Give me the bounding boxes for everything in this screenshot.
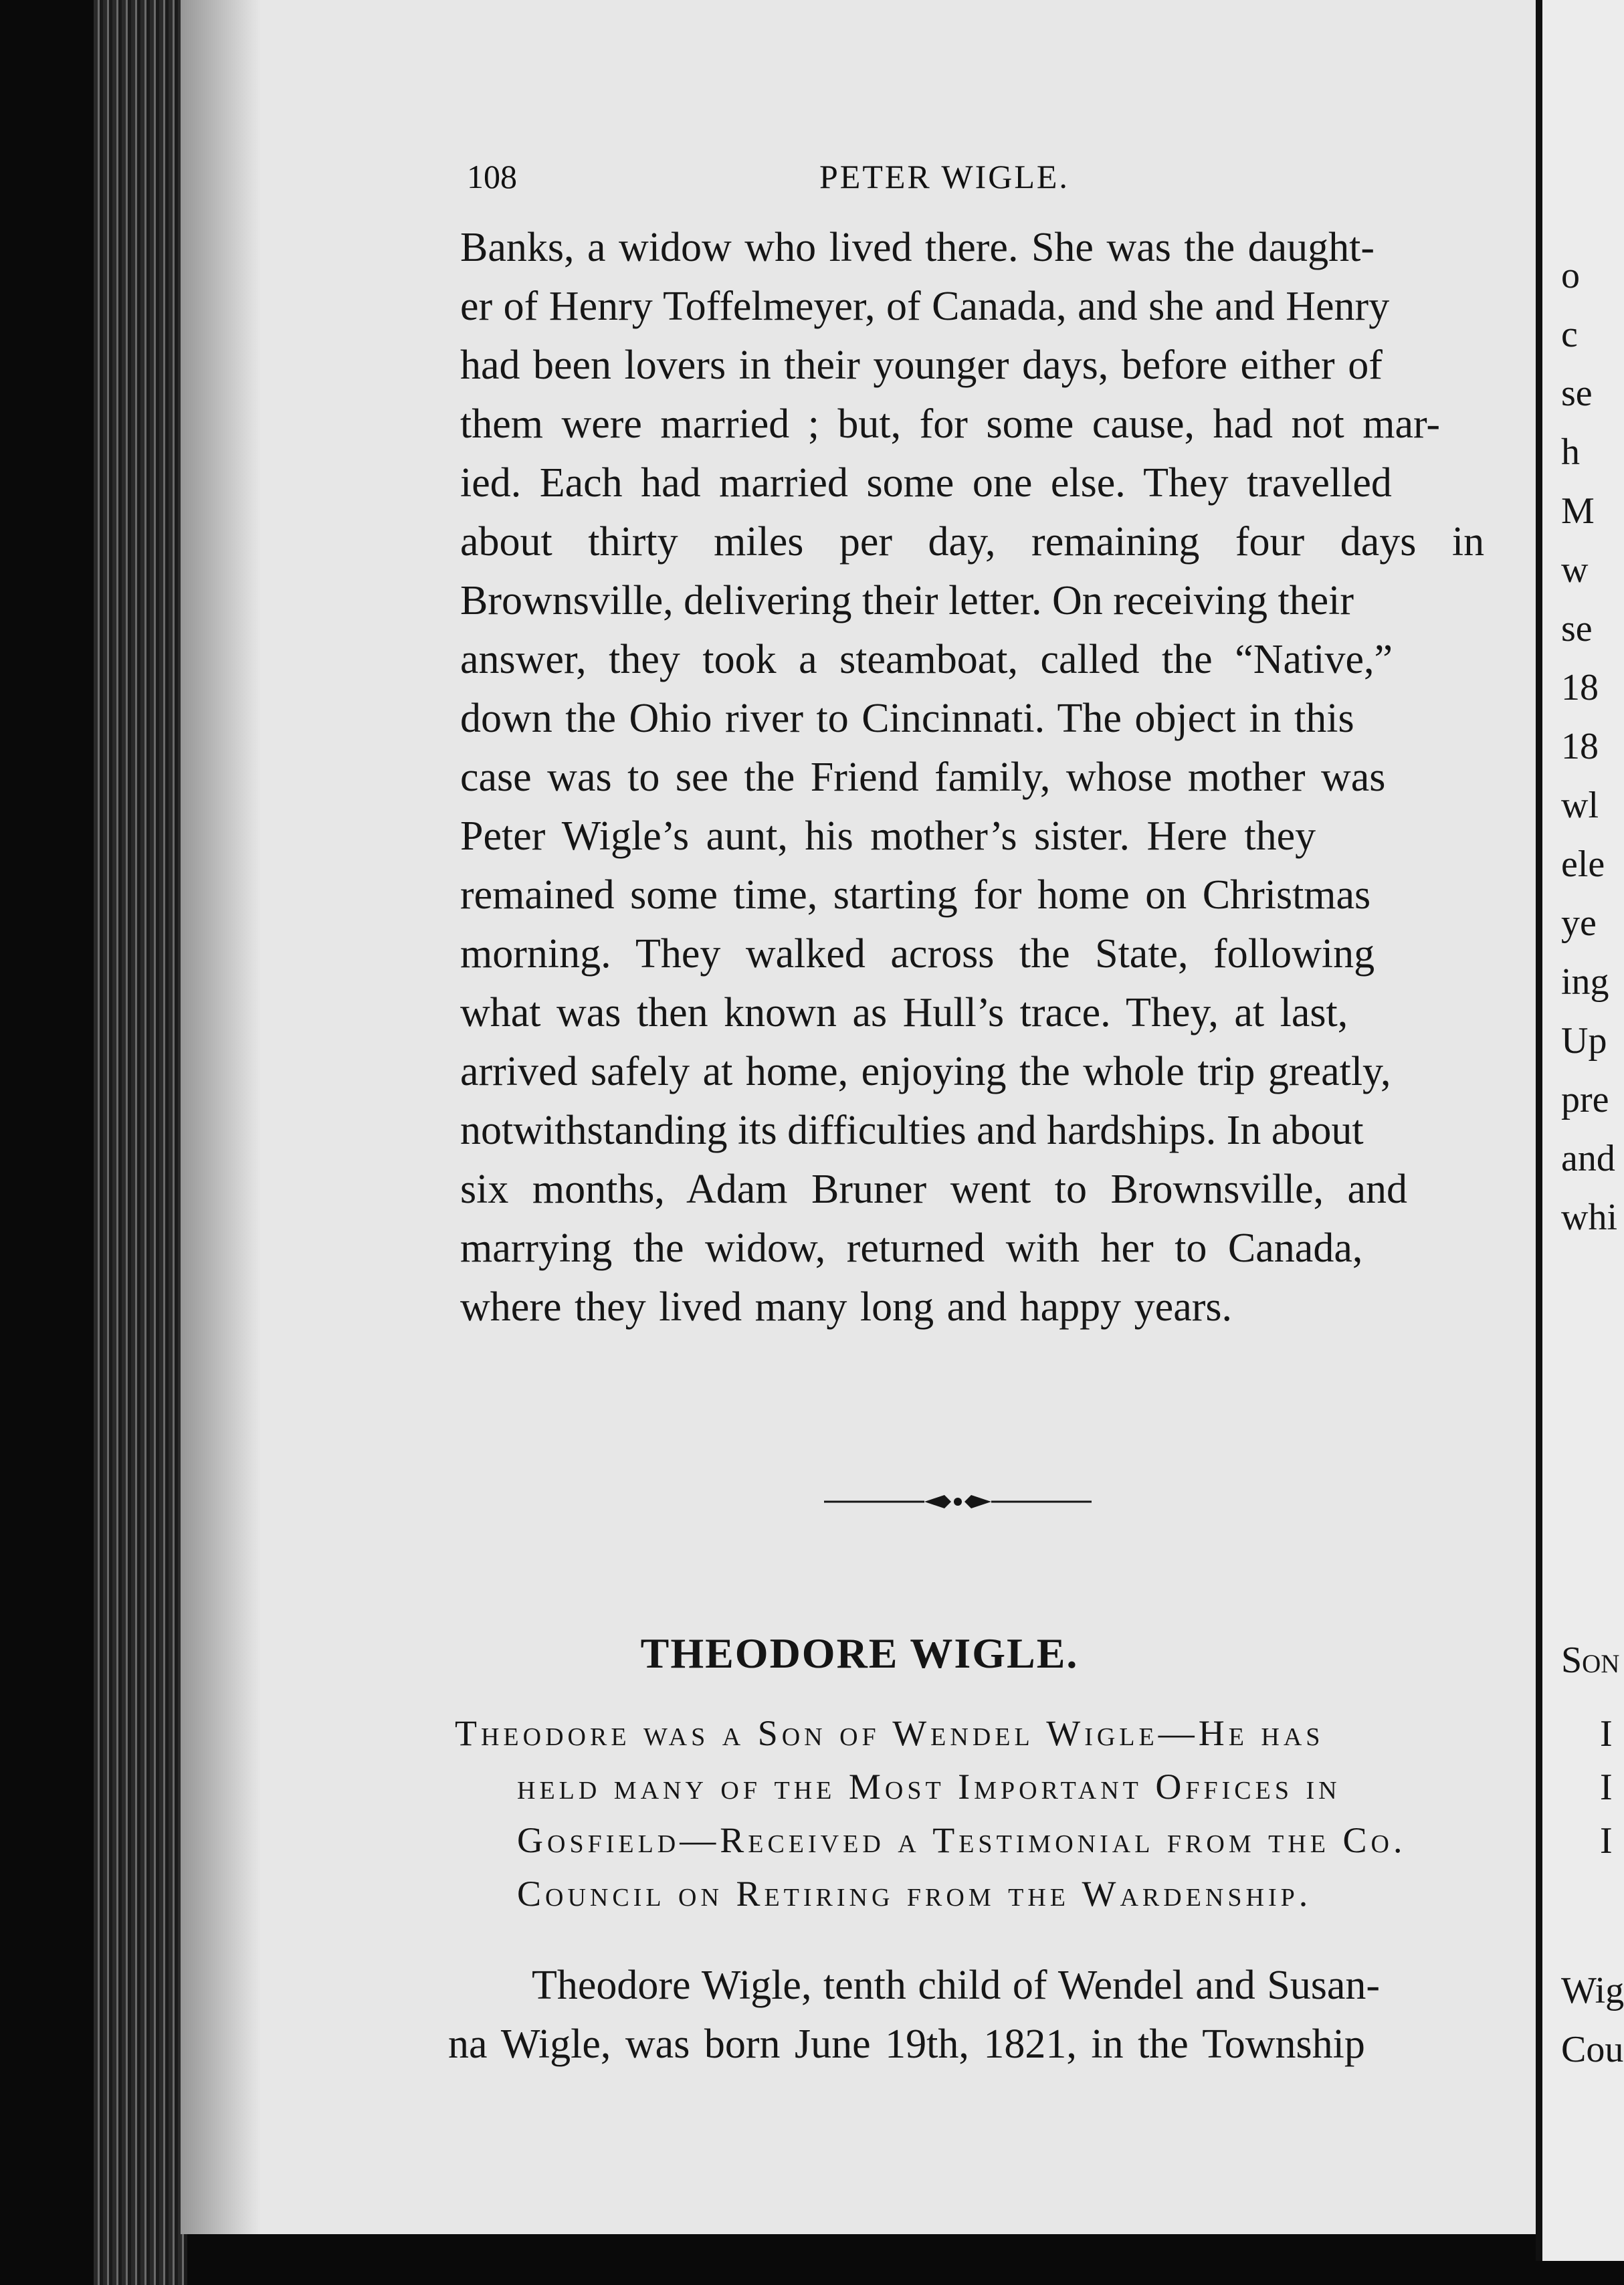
right-page-fragment: se [1561, 608, 1593, 650]
right-page-fragment: c [1561, 314, 1578, 355]
right-page-fragment: whi [1561, 1197, 1617, 1238]
body-line: answer, they took a steamboat, called the “Native,” [460, 637, 1393, 682]
body-line: er of Henry Toffelmeyer, of Canada, and she and Henry [460, 284, 1390, 329]
right-page-fragment: I [1600, 1713, 1613, 1755]
gutter-shadow [181, 0, 261, 2234]
right-page-fragment: M [1561, 490, 1595, 532]
body-line: where they lived many long and happy years. [460, 1284, 1232, 1330]
right-page-fragment: Cou [1561, 2029, 1624, 2070]
page-edge-stack [94, 0, 187, 2285]
body-line: Peter Wigle’s aunt, his mother’s sister. Here they [460, 813, 1316, 859]
right-page-fragment: I [1600, 1820, 1613, 1862]
summary-line: held many of the Most Important Offices in [517, 1767, 1341, 1807]
body-line: morning. They walked across the State, following [460, 931, 1375, 977]
running-title: PETER WIGLE. [819, 158, 1070, 195]
body-line: arrived safely at home, enjoying the whole trip greatly, [460, 1049, 1391, 1094]
body-line: them were married ; but, for some cause, had not mar- [460, 401, 1441, 447]
body-line: down the Ohio river to Cincinnati. The object in this [460, 696, 1354, 741]
body-line: Banks, a widow who lived there. She was the daught- [460, 225, 1375, 270]
opening-line: Theodore Wigle, tenth child of Wendel and Susan- [532, 1963, 1381, 2008]
right-page-fragment: 18 [1561, 667, 1599, 708]
right-page-fragment: and [1561, 1138, 1615, 1179]
page-number: 108 [467, 158, 517, 195]
right-page-fragment: 18 [1561, 726, 1599, 767]
body-line: what was then known as Hull’s trace. They, at last, [460, 990, 1348, 1035]
right-page-fragment: ele [1561, 843, 1605, 885]
summary-line: Theodore was a Son of Wendel Wigle—He has [455, 1713, 1324, 1753]
right-page-fragment: se [1561, 373, 1593, 414]
body-line: about thirty miles per day, remaining four days in [460, 519, 1485, 565]
opening-line: na Wigle, was born June 19th, 1821, in the Township [448, 2021, 1365, 2067]
book-page-right-fragment [1536, 0, 1624, 2261]
right-page-fragment: wl [1561, 785, 1599, 826]
chapter-title: THEODORE WIGLE. [640, 1629, 1079, 1677]
body-line: Brownsville, delivering their letter. On receiving their [460, 578, 1354, 623]
right-page-fragment: I [1600, 1767, 1613, 1808]
right-page-fragment: Wig [1561, 1970, 1624, 2011]
body-line: ied. Each had married some one else. They travelled [460, 460, 1392, 506]
body-line: six months, Adam Bruner went to Brownsville, and [460, 1167, 1408, 1212]
summary-line: Gosfield—Received a Testimonial from the Co. [517, 1820, 1407, 1860]
right-page-fragment: Up [1561, 1020, 1607, 1062]
body-line: marrying the widow, returned with her to Canada, [460, 1225, 1363, 1271]
body-line: case was to see the Friend family, whose mother was [460, 755, 1386, 800]
right-page-fragment: w [1561, 549, 1589, 591]
right-page-fragment: Son [1561, 1640, 1620, 1681]
right-page-fragment: ye [1561, 902, 1597, 944]
right-page-fragment: ing [1561, 961, 1609, 1003]
right-page-fragment: pre [1561, 1079, 1609, 1120]
body-line: had been lovers in their younger days, before either of [460, 342, 1383, 388]
right-page-fragment: o [1561, 255, 1580, 296]
body-line: remained some time, starting for home on Christmas [460, 872, 1371, 918]
right-page-fragment: h [1561, 431, 1580, 473]
running-head [181, 157, 1538, 211]
summary-line: Council on Retiring from the Wardenship. [517, 1874, 1312, 1914]
book-page-left [181, 0, 1538, 2234]
body-line: notwithstanding its difficulties and hardships. In about [460, 1108, 1364, 1153]
ornament-rule [824, 1482, 1092, 1522]
